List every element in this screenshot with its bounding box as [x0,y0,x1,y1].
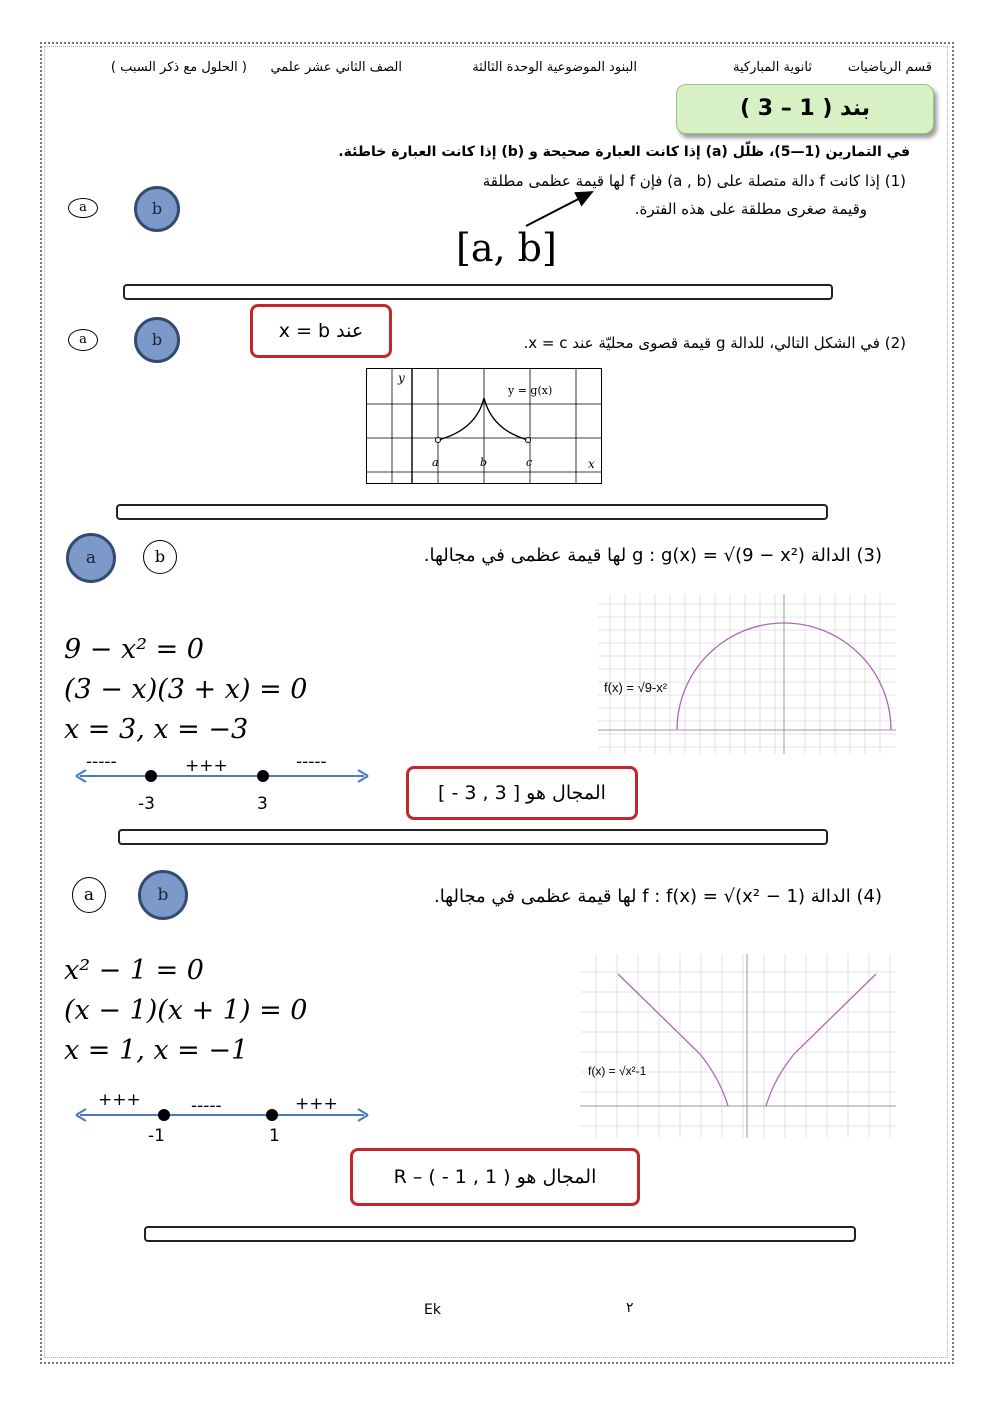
q1-text: (1) إذا كانت f دالة متصلة على (a , b) فإن f لها قيمة عظمى مطلقة [482,172,906,190]
q2-graph-a: a [432,456,439,469]
q2-text: (2) في الشكل التالي، للدالة g قيمة قصوى محليّة عند x = c. [523,334,906,352]
q4-work-2: (x − 1)(x + 1) = 0 [64,995,308,1026]
q3-sign-1: ----- [86,752,117,772]
q1-correction: [a, b] [456,226,557,270]
q2-option-b-selected[interactable]: b [134,317,180,363]
q3-option-b[interactable]: b [143,540,177,574]
separator-1 [123,284,833,300]
q4-domain-box: المجال هو ( 1 , 1 - ) – R [350,1148,640,1206]
header-school: ثانوية المباركية [733,60,812,75]
q1-option-b-selected[interactable]: b [134,186,180,232]
separator-3 [118,829,828,845]
q4-option-b-selected[interactable]: b [138,870,188,920]
separator-4 [144,1226,856,1242]
q3-option-a-selected[interactable]: a [66,533,116,583]
q2-graph [366,368,602,484]
q4-sign-2: ----- [191,1096,222,1116]
q3-sign-2: +++ [185,756,228,776]
q2-answer-box: عند x = b [250,304,392,358]
header-unit: البنود الموضوعية الوحدة الثالثة [472,60,637,75]
q3-point-neg3: -3 [138,794,155,814]
header-dept: قسم الرياضيات [847,60,932,75]
q3-work-1: 9 − x² = 0 [64,634,204,665]
section-title: بند ( 1 – 3 ) [676,84,934,134]
q4-graph [580,954,896,1138]
q4-sign-3: +++ [295,1094,338,1114]
q2-graph-y-label: y [398,371,405,385]
q3-domain-box: المجال هو [ 3 , 3 - ] [406,766,638,820]
footer-page-number: ٢ [626,1300,634,1316]
footer-author: Ek [424,1302,441,1318]
separator-2 [116,504,828,520]
q1-option-a[interactable]: a [68,198,98,218]
q3-text: (3) الدالة g : g(x) = √(9 − x²) لها قيمة عظمى في مجالها. [423,545,882,566]
q3-work-3: x = 3, x = −3 [64,714,249,745]
q3-graph-label: f(x) = √9-x² [604,680,668,695]
q3-point-3: 3 [257,794,268,814]
q2-graph-func-label: y = g(x) [508,384,553,397]
q4-work-3: x = 1, x = −1 [64,1035,249,1066]
q2-option-a[interactable]: a [68,329,98,351]
q2-graph-b: b [480,456,488,469]
q4-point-neg1: -1 [148,1126,165,1146]
header-grade: الصف الثاني عشر علمي [270,60,402,75]
q4-work-1: x² − 1 = 0 [64,955,204,986]
q1-text-2: وقيمة صغرى مطلقة على هذه الفترة. [634,200,867,218]
q4-text: (4) الدالة f : f(x) = √(x² − 1) لها قيمة عظمى في مجالها. [433,886,882,907]
q4-sign-1: +++ [98,1090,141,1110]
q4-option-a[interactable]: a [72,877,106,913]
q2-graph-x-label: x [588,457,595,471]
q2-graph-c: c [526,456,533,469]
q4-point-1: 1 [269,1126,280,1146]
instructions: في التمارين (1—5)، ظلّل (a) إذا كانت العبارة صحيحة و (b) إذا كانت العبارة خاطئة. [338,144,910,160]
header-note: ( الحلول مع ذكر السبب ) [110,60,247,75]
q3-graph [598,594,896,754]
q3-work-2: (3 − x)(3 + x) = 0 [64,674,308,705]
q4-graph-label: f(x) = √x²-1 [588,1064,647,1078]
q3-sign-3: ----- [296,752,327,772]
